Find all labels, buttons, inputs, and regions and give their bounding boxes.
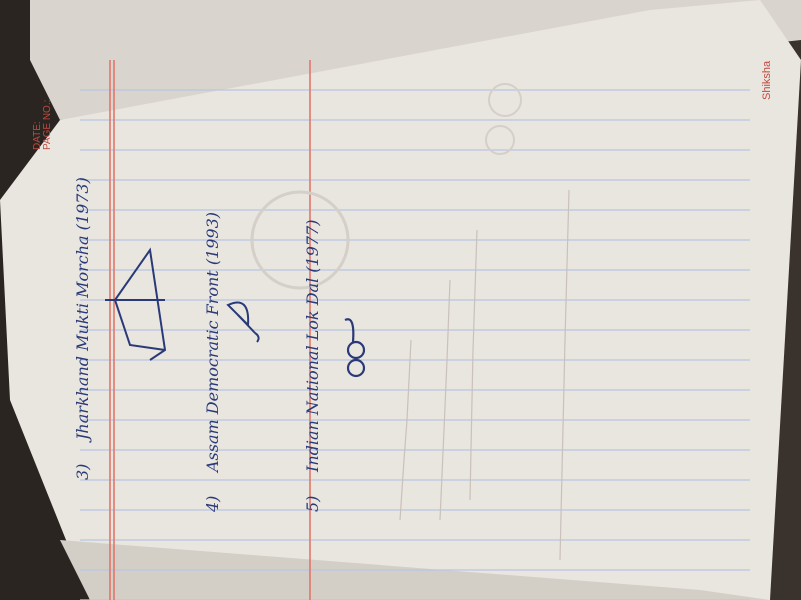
entry-5-text: Indian National Lok Dal (1977): [303, 219, 322, 472]
page-no-label: PAGE NO.:: [42, 99, 53, 150]
entry-4-text: Assam Democratic Front (1993): [203, 211, 222, 472]
date-label: DATE:: [32, 121, 43, 150]
entry-3-text: Jharkhand Mukti Morcha (1973): [73, 177, 92, 440]
entry-5-number: 5): [303, 495, 322, 512]
entry-3-number: 3): [73, 463, 92, 480]
entry-4-number: 4): [203, 495, 222, 512]
brand-logo: Shiksha: [761, 60, 773, 100]
